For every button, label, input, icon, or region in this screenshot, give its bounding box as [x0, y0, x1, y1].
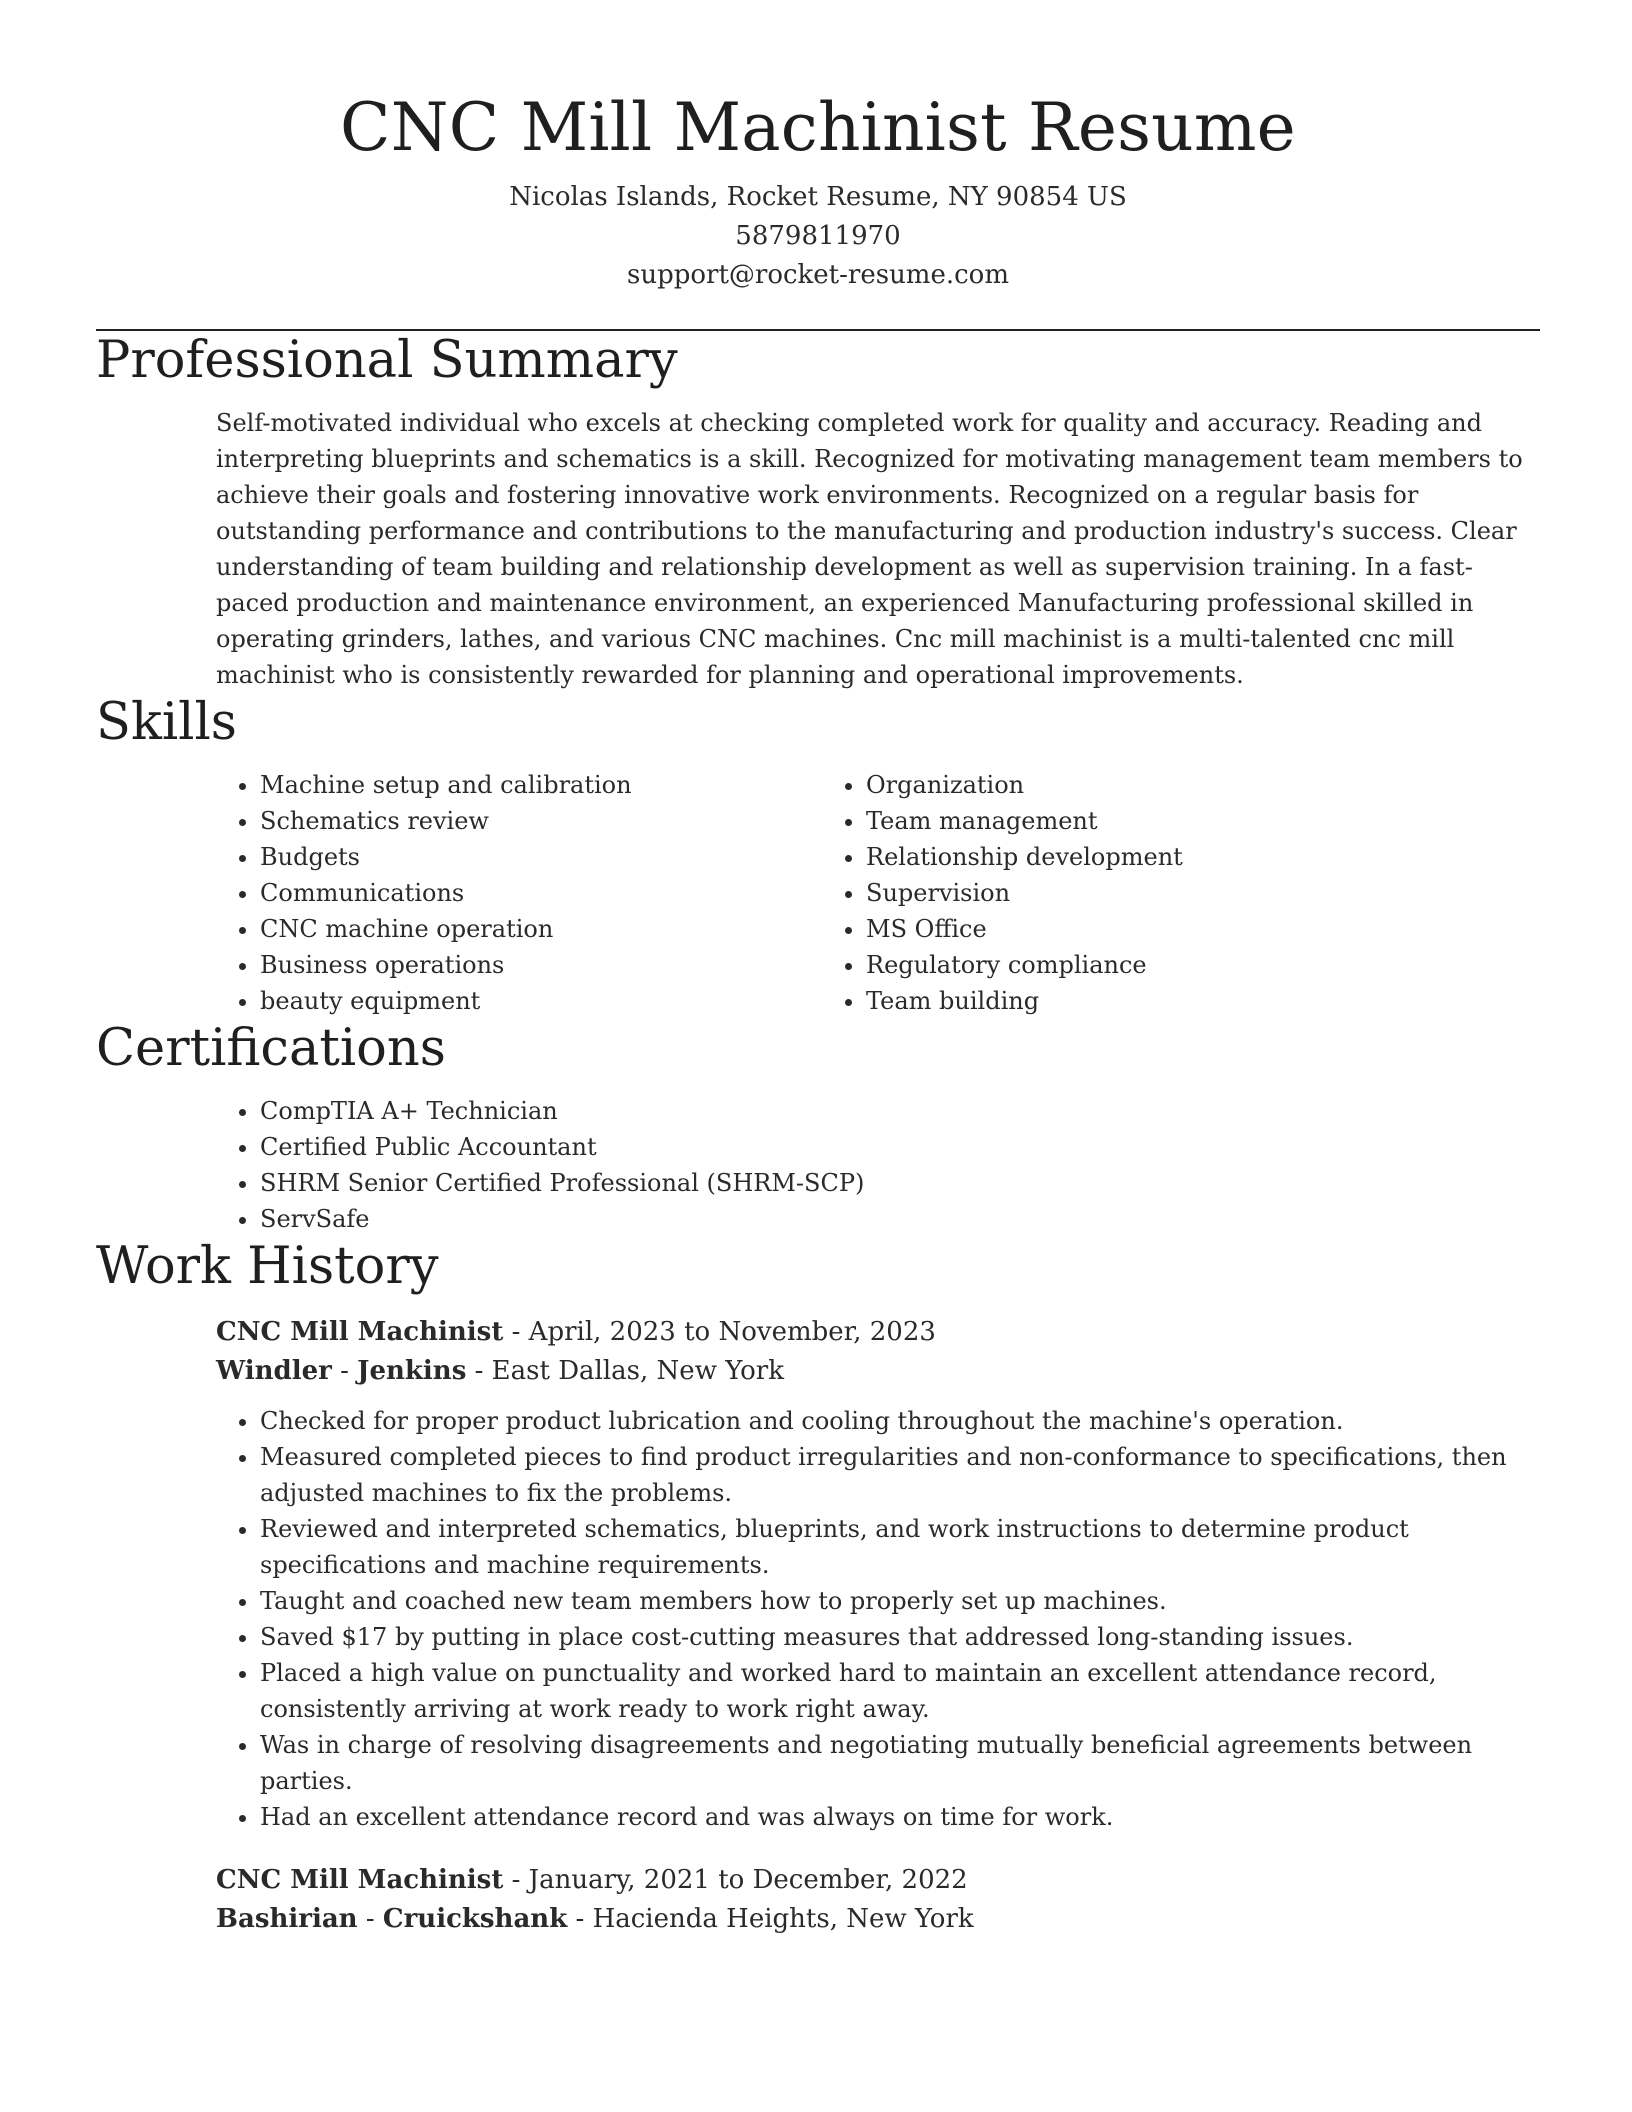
contact-address: Nicolas Islands, Rocket Resume, NY 90854 US	[509, 182, 1127, 212]
separator: -	[567, 1904, 593, 1934]
job-duty: • Placed a high value on punctuality and worked hard to maintain an excellent attendance record, consistently arriving at work ready to work right away.	[260, 1655, 1540, 1727]
summary-heading: Professional Summary	[96, 331, 678, 390]
contact-phone: 5879811970	[735, 221, 901, 251]
resume-title: CNC Mill Machinist Resume	[340, 89, 1296, 166]
employer-name-part1: Windler	[216, 1356, 332, 1386]
skill-item: • Regulatory compliance	[866, 947, 1428, 983]
summary-text: Self-motivated individual who excels at checking completed work for quality and accuracy. Reading and interpreting blueprints and schematics is a skill. Recognized for motivating management team members to achieve their goals and fostering innovative work environments. Recognized on a regular basis for outstanding performance and contributions to the manufacturing and production industry's success. Clear understanding of team building and relationship development as well as supervision training. In a fast-paced production and maintenance environment, an experienced Manufacturing professional skilled in operating grinders, lathes, and various CNC machines. Cnc mill machinist is a multi-talented cnc mill machinist who is consistently rewarded for planning and operational improvements.	[216, 409, 1523, 689]
skill-item: • Team management	[866, 803, 1428, 839]
job-duty: • Was in charge of resolving disagreements and negotiating mutually beneficial agreements between parties.	[260, 1727, 1540, 1799]
job-employer-line	[216, 1352, 1540, 1391]
skills-grid	[216, 767, 1540, 1019]
skill-item: • CNC machine operation	[260, 911, 822, 947]
work-history-heading: Work History	[96, 1237, 439, 1296]
job-duty: • Had an excellent attendance record and was always on time for work.	[260, 1799, 1540, 1835]
job-duty: • Taught and coached new team members how to properly set up machines.	[260, 1583, 1540, 1619]
skills-list-right	[822, 767, 1428, 1019]
employer-name-part2: Cruickshank	[382, 1904, 568, 1934]
contact-info	[96, 178, 1540, 295]
skill-item: • beauty equipment	[260, 983, 822, 1019]
job-location: Hacienda Heights, New York	[592, 1904, 974, 1934]
job-duty: • Checked for proper product lubrication and cooling throughout the machine's operation.	[260, 1403, 1540, 1439]
job-title-line	[216, 1313, 1540, 1352]
employer-name-part2: Jenkins	[357, 1356, 467, 1386]
job-location: East Dallas, New York	[491, 1356, 784, 1386]
job-title: CNC Mill Machinist	[216, 1865, 504, 1895]
skill-item: • Machine setup and calibration	[260, 767, 822, 803]
job-duties-list	[216, 1403, 1540, 1835]
separator: -	[503, 1317, 529, 1347]
skill-item: • Communications	[260, 875, 822, 911]
separator: -	[503, 1865, 529, 1895]
certifications-heading: Certifications	[96, 1019, 446, 1078]
certification-item: • SHRM Senior Certified Professional (SHRM-SCP)	[260, 1165, 1540, 1201]
separator: -	[357, 1904, 383, 1934]
skill-item: • Organization	[866, 767, 1428, 803]
certification-item: • ServSafe	[260, 1201, 1540, 1237]
skill-item: • Team building	[866, 983, 1428, 1019]
skill-item: • Schematics review	[260, 803, 822, 839]
contact-email: support@rocket-resume.com	[626, 260, 1009, 290]
job-employer-line	[216, 1900, 1540, 1939]
skill-item: • Budgets	[260, 839, 822, 875]
job-title-line	[216, 1861, 1540, 1900]
separator: -	[466, 1356, 492, 1386]
job-title: CNC Mill Machinist	[216, 1317, 504, 1347]
skill-item: • Supervision	[866, 875, 1428, 911]
certification-item: • Certified Public Accountant	[260, 1129, 1540, 1165]
separator: -	[331, 1356, 358, 1386]
job-duty: • Reviewed and interpreted schematics, blueprints, and work instructions to determine product specifications and machine requirements.	[260, 1511, 1540, 1583]
job-entry	[216, 1861, 1540, 1939]
job-entry	[216, 1313, 1540, 1835]
skill-item: • Business operations	[260, 947, 822, 983]
job-duty: • Saved $17 by putting in place cost-cutting measures that addressed long-standing issues.	[260, 1619, 1540, 1655]
certification-item: • CompTIA A+ Technician	[260, 1093, 1540, 1129]
skills-heading: Skills	[96, 693, 237, 752]
job-dates: April, 2023 to November, 2023	[528, 1317, 936, 1347]
skills-list-left	[216, 767, 822, 1019]
certifications-list	[216, 1093, 1540, 1237]
skill-item: • MS Office	[866, 911, 1428, 947]
resume-page	[96, 0, 1540, 1939]
employer-name-part1: Bashirian	[216, 1904, 358, 1934]
job-dates: January, 2021 to December, 2022	[528, 1865, 968, 1895]
skill-item: • Relationship development	[866, 839, 1428, 875]
job-duty: • Measured completed pieces to find product irregularities and non-conformance to specifications, then adjusted machines to fix the problems.	[260, 1439, 1540, 1511]
